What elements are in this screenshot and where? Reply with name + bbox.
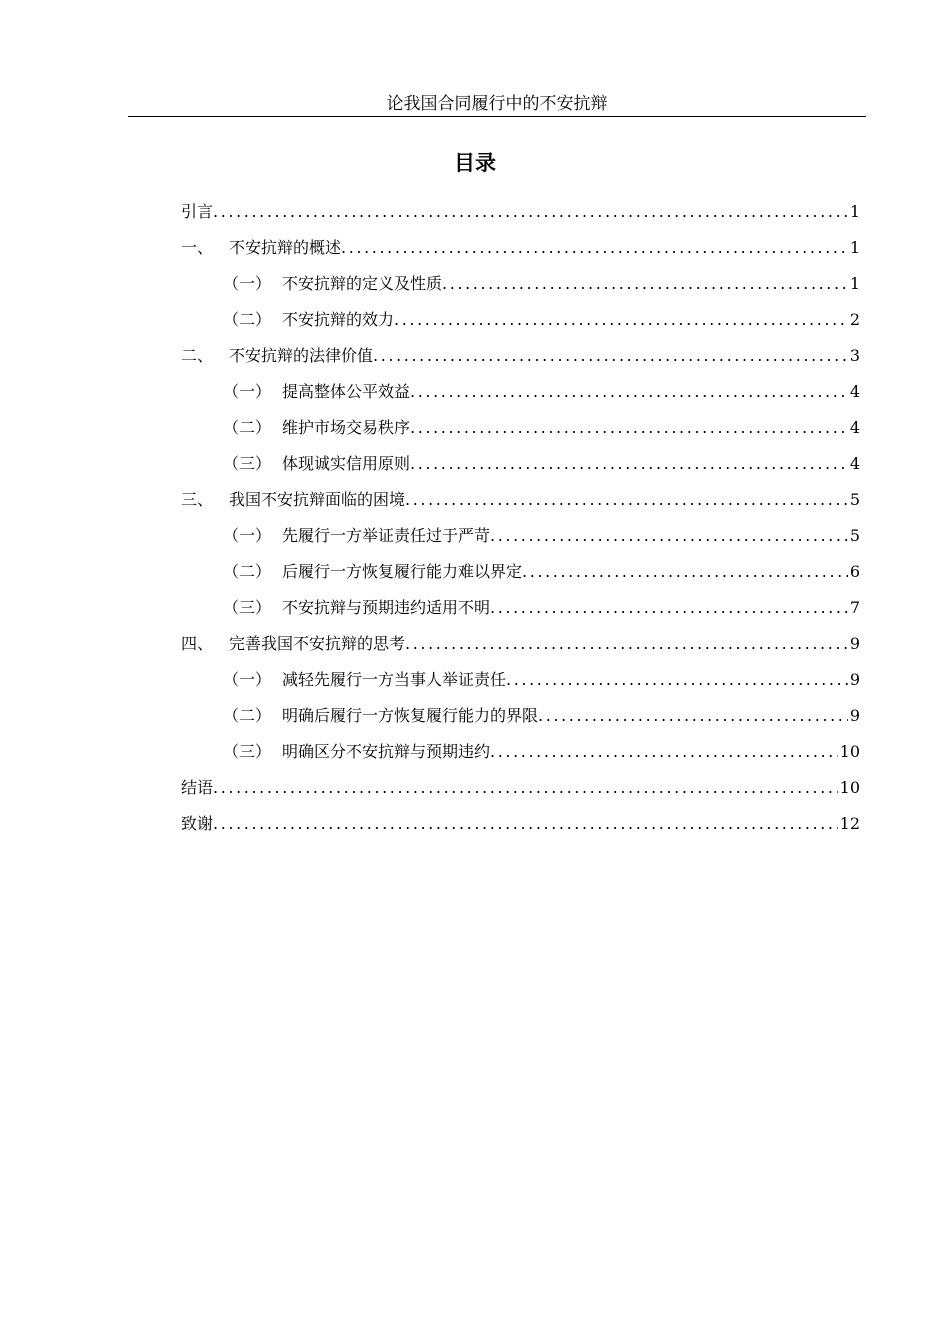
toc-entry-number: （二） <box>223 562 272 581</box>
toc-entry-page: 9 <box>849 634 860 653</box>
toc-entry-label: 提高整体公平效益 <box>282 382 411 401</box>
toc-entry-label: 不安抗辩的效力 <box>282 310 395 329</box>
toc-entry-page: 12 <box>839 814 860 833</box>
toc-entry-number: （一） <box>223 382 272 401</box>
toc-entry-section-4-2[interactable] <box>181 704 860 740</box>
toc-entry-page: 10 <box>839 742 860 761</box>
toc-entry-page: 9 <box>849 706 860 725</box>
toc-entry-page: 3 <box>849 346 860 365</box>
toc-leader-dots <box>405 488 848 512</box>
toc-entry-page: 2 <box>849 310 860 329</box>
toc-entry-page: 4 <box>849 382 860 401</box>
toc-entry-number: （三） <box>223 742 272 761</box>
toc-leader-dots <box>213 812 838 836</box>
toc-entry-page: 1 <box>849 238 860 257</box>
toc-entry-number: 三、 <box>181 490 214 509</box>
toc-entry-section-3-1[interactable] <box>181 524 860 560</box>
toc-entry-label: 不安抗辩的法律价值 <box>229 346 374 365</box>
toc-entry-number: （一） <box>223 526 272 545</box>
toc-entry-label: 明确区分不安抗辩与预期违约 <box>282 742 491 761</box>
toc-entry-page: 9 <box>849 670 860 689</box>
toc-entry-section-2-1[interactable] <box>181 380 860 416</box>
toc-entry-chapter-1[interactable] <box>181 236 860 272</box>
toc-entry-label: 明确后履行一方恢复履行能力的界限 <box>282 706 539 725</box>
toc-leader-dots <box>405 632 848 656</box>
toc-entry-section-4-1[interactable] <box>181 668 860 704</box>
toc-entry-number: 四、 <box>181 634 214 653</box>
toc-entry-chapter-4[interactable] <box>181 632 860 668</box>
toc-leader-dots <box>410 380 848 404</box>
toc-entry-label: 体现诚实信用原则 <box>282 454 411 473</box>
toc-leader-dots <box>394 308 848 332</box>
toc-entry-page: 7 <box>849 598 860 617</box>
toc-entry-section-3-2[interactable] <box>181 560 860 596</box>
toc-entry-label: 致谢 <box>181 814 214 833</box>
toc-leader-dots <box>213 776 838 800</box>
toc-entry-label: 完善我国不安抗辩的思考 <box>229 634 406 653</box>
toc-entry-page: 5 <box>849 526 860 545</box>
toc-leader-dots <box>410 452 848 476</box>
table-of-contents <box>181 200 860 848</box>
toc-entry-page: 4 <box>849 418 860 437</box>
toc-leader-dots <box>341 236 848 260</box>
toc-leader-dots <box>410 416 848 440</box>
toc-entry-section-2-2[interactable] <box>181 416 860 452</box>
toc-leader-dots <box>373 344 848 368</box>
toc-entry-number: （一） <box>223 274 272 293</box>
toc-entry-label: 我国不安抗辩面临的困境 <box>229 490 406 509</box>
header-rule <box>128 116 866 117</box>
toc-entry-number: （二） <box>223 418 272 437</box>
toc-leader-dots <box>490 596 848 620</box>
toc-entry-label: 不安抗辩的定义及性质 <box>282 274 443 293</box>
toc-entry-number: （二） <box>223 706 272 725</box>
toc-entry-page: 4 <box>849 454 860 473</box>
toc-entry-chapter-2[interactable] <box>181 344 860 380</box>
toc-leader-dots <box>538 704 848 728</box>
toc-entry-label: 先履行一方举证责任过于严苛 <box>282 526 491 545</box>
toc-entry-acknowledgements[interactable] <box>181 812 860 848</box>
toc-entry-page: 1 <box>849 202 860 221</box>
toc-entry-label: 结语 <box>181 778 214 797</box>
toc-entry-number: （一） <box>223 670 272 689</box>
toc-entry-chapter-3[interactable] <box>181 488 860 524</box>
toc-entry-number: 一、 <box>181 238 214 257</box>
toc-entry-number: （三） <box>223 454 272 473</box>
toc-leader-dots <box>522 560 848 584</box>
toc-title: 目录 <box>454 151 496 175</box>
toc-entry-section-1-2[interactable] <box>181 308 860 344</box>
toc-entry-label: 不安抗辩与预期违约适用不明 <box>282 598 491 617</box>
toc-entry-number: 二、 <box>181 346 214 365</box>
toc-entry-section-3-3[interactable] <box>181 596 860 632</box>
toc-leader-dots <box>442 272 848 296</box>
toc-entry-introduction[interactable] <box>181 200 860 236</box>
toc-entry-label: 引言 <box>181 202 214 221</box>
toc-entry-conclusion[interactable] <box>181 776 860 812</box>
toc-entry-page: 1 <box>849 274 860 293</box>
toc-leader-dots <box>490 740 838 764</box>
toc-entry-page: 6 <box>849 562 860 581</box>
toc-entry-section-1-1[interactable] <box>181 272 860 308</box>
toc-entry-page: 10 <box>839 778 860 797</box>
toc-leader-dots <box>213 200 848 224</box>
toc-entry-label: 维护市场交易秩序 <box>282 418 411 437</box>
toc-entry-label: 减轻先履行一方当事人举证责任 <box>282 670 507 689</box>
toc-entry-label: 不安抗辩的概述 <box>229 238 342 257</box>
toc-entry-number: （二） <box>223 310 272 329</box>
toc-leader-dots <box>490 524 848 548</box>
toc-leader-dots <box>506 668 848 692</box>
toc-entry-number: （三） <box>223 598 272 617</box>
toc-entry-section-2-3[interactable] <box>181 452 860 488</box>
running-header: 论我国合同履行中的不安抗辩 <box>386 94 608 114</box>
toc-entry-label: 后履行一方恢复履行能力难以界定 <box>282 562 523 581</box>
toc-entry-page: 5 <box>849 490 860 509</box>
toc-entry-section-4-3[interactable] <box>181 740 860 776</box>
